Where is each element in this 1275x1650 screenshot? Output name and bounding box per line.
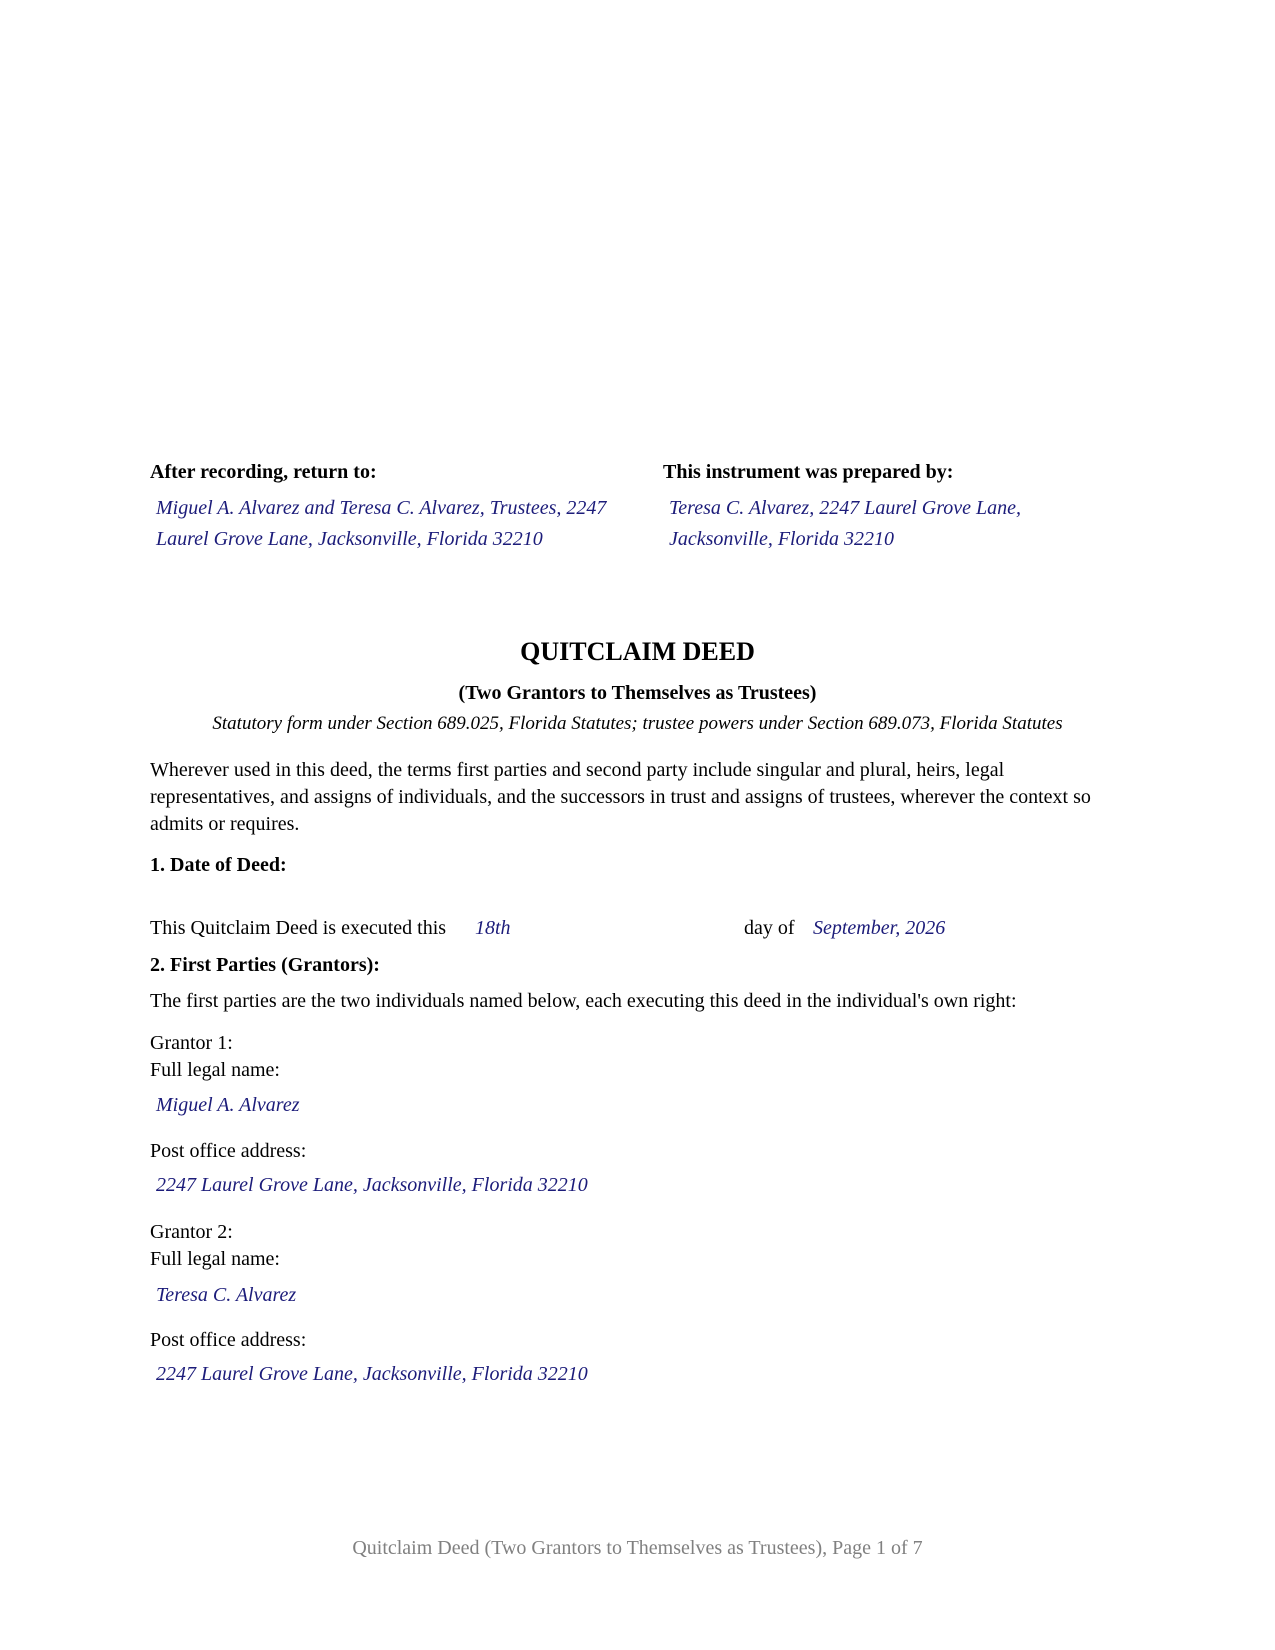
grantor-1-address-label: Post office address: [150, 1140, 307, 1162]
page-footer: Quitclaim Deed (Two Grantors to Themselves as Trustees), Page 1 of 7 [352, 1537, 923, 1559]
intro-paragraph: Wherever used in this deed, the terms first parties and second party include singular and plural, heirs, legal representatives, and assigns of individuals, and the successors in trust and assigns of trustees, wherever the context so admits or requires. [150, 759, 1091, 835]
section-1-heading: 1. Date of Deed: [150, 854, 287, 876]
grantor-2-name: Teresa C. Alvarez [156, 1284, 297, 1306]
grantor-1-address: 2247 Laurel Grove Lane, Jacksonville, Florida 32210 [156, 1174, 588, 1196]
prepared-by-value: Teresa C. Alvarez, 2247 Laurel Grove Lane, Jacksonville, Florida 32210 [669, 497, 1022, 550]
section-2-text: The first parties are the two individuals named below, each executing this deed in the individual's own right: [150, 990, 1017, 1012]
grantor-1-label: Grantor 1: [150, 1032, 233, 1054]
execution-month-year: September, 2026 [813, 917, 946, 939]
execution-day: 18th [475, 917, 511, 939]
executed-text: This Quitclaim Deed is executed this [150, 917, 447, 939]
return-to-value: Miguel A. Alvarez and Teresa C. Alvarez, Trustees, 2247 Laurel Grove Lane, Jacksonville, Florida 32210 [156, 497, 607, 550]
grantor-2-name-label: Full legal name: [150, 1248, 280, 1270]
section-2-heading: 2. First Parties (Grantors): [150, 954, 380, 976]
statute-reference: Statutory form under Section 689.025, Florida Statutes; trustee powers under Section 689.073, Florida Statutes [212, 713, 1063, 734]
grantor-2-label: Grantor 2: [150, 1221, 233, 1243]
document-subtitle: (Two Grantors to Themselves as Trustees) [458, 682, 817, 704]
grantor-1-name-label: Full legal name: [150, 1059, 280, 1081]
grantor-2-address: 2247 Laurel Grove Lane, Jacksonville, Florida 32210 [156, 1363, 588, 1385]
grantor-2-address-label: Post office address: [150, 1329, 307, 1351]
return-to-label: After recording, return to: [150, 461, 377, 483]
prepared-by-label: This instrument was prepared by: [663, 461, 954, 483]
document-title: QUITCLAIM DEED [520, 637, 755, 666]
grantor-1-name: Miguel A. Alvarez [156, 1094, 300, 1116]
day-of-text: day of [744, 917, 795, 939]
